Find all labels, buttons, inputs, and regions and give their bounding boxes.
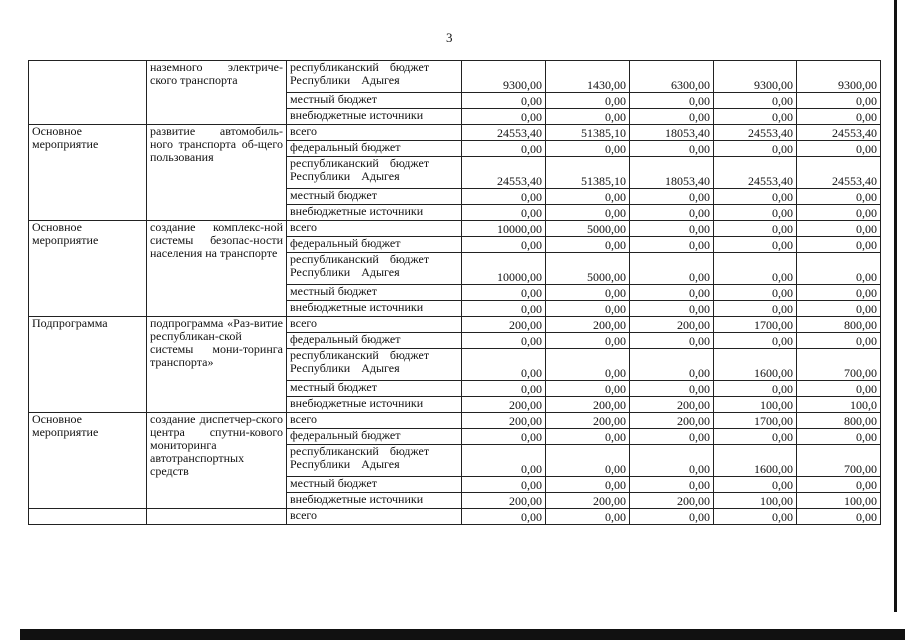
amount-cell: 0,00: [630, 253, 714, 285]
amount-cell: 1600,00: [714, 445, 797, 477]
funding-source-cell: всего: [287, 413, 462, 429]
activity-type-cell: [29, 509, 147, 525]
amount-cell: 0,00: [797, 221, 881, 237]
amount-cell: 100,00: [714, 493, 797, 509]
amount-cell: 9300,00: [797, 61, 881, 93]
amount-cell: 0,00: [797, 93, 881, 109]
amount-cell: 0,00: [797, 333, 881, 349]
funding-source-cell: федеральный бюджет: [287, 237, 462, 253]
amount-cell: 0,00: [546, 333, 630, 349]
amount-cell: 24553,40: [714, 125, 797, 141]
amount-cell: 0,00: [797, 205, 881, 221]
amount-cell: 200,00: [546, 397, 630, 413]
amount-cell: 0,00: [462, 301, 546, 317]
amount-cell: 1700,00: [714, 317, 797, 333]
activity-type-cell: Основное мероприятие: [29, 125, 147, 221]
amount-cell: 0,00: [714, 381, 797, 397]
amount-cell: 0,00: [797, 141, 881, 157]
amount-cell: 0,00: [462, 109, 546, 125]
amount-cell: 1430,00: [546, 61, 630, 93]
budget-table: [28, 60, 881, 525]
amount-cell: 0,00: [462, 477, 546, 493]
amount-cell: 0,00: [546, 237, 630, 253]
amount-cell: 200,00: [462, 493, 546, 509]
amount-cell: 0,00: [714, 509, 797, 525]
amount-cell: 0,00: [630, 381, 714, 397]
amount-cell: 10000,00: [462, 253, 546, 285]
amount-cell: 200,00: [546, 413, 630, 429]
funding-source-cell: всего: [287, 509, 462, 525]
funding-source-cell: республиканский бюджет Республики Адыгея: [287, 349, 462, 381]
amount-cell: 0,00: [630, 141, 714, 157]
activity-type-cell: Основное мероприятие: [29, 221, 147, 317]
amount-cell: 24553,40: [797, 125, 881, 141]
activity-type-cell: [29, 61, 147, 125]
amount-cell: 0,00: [630, 301, 714, 317]
funding-source-cell: местный бюджет: [287, 189, 462, 205]
amount-cell: 9300,00: [714, 61, 797, 93]
amount-cell: 0,00: [630, 93, 714, 109]
funding-source-cell: республиканский бюджет Республики Адыгея: [287, 253, 462, 285]
amount-cell: 200,00: [630, 317, 714, 333]
amount-cell: 6300,00: [630, 61, 714, 93]
activity-description-cell: создание диспетчер-ского центра спутни-кового мониторинга автотранспортных средств: [147, 413, 287, 509]
amount-cell: 0,00: [630, 189, 714, 205]
amount-cell: 0,00: [714, 221, 797, 237]
funding-source-cell: республиканский бюджет Республики Адыгея: [287, 61, 462, 93]
amount-cell: 0,00: [462, 189, 546, 205]
amount-cell: 0,00: [630, 477, 714, 493]
amount-cell: 0,00: [630, 205, 714, 221]
amount-cell: 0,00: [462, 237, 546, 253]
amount-cell: 1700,00: [714, 413, 797, 429]
table-row: [29, 509, 881, 525]
amount-cell: 24553,40: [714, 157, 797, 189]
scan-edge-bottom: [20, 629, 905, 640]
amount-cell: 0,00: [714, 333, 797, 349]
amount-cell: 200,00: [546, 317, 630, 333]
amount-cell: 0,00: [462, 205, 546, 221]
funding-source-cell: всего: [287, 221, 462, 237]
funding-source-cell: местный бюджет: [287, 381, 462, 397]
amount-cell: 18053,40: [630, 125, 714, 141]
amount-cell: 0,00: [462, 509, 546, 525]
funding-source-cell: внебюджетные источники: [287, 109, 462, 125]
amount-cell: 0,00: [714, 237, 797, 253]
activity-description-cell: наземного электриче-ского транспорта: [147, 61, 287, 125]
amount-cell: 800,00: [797, 413, 881, 429]
amount-cell: 0,00: [630, 109, 714, 125]
amount-cell: 0,00: [714, 285, 797, 301]
amount-cell: 0,00: [797, 509, 881, 525]
amount-cell: 700,00: [797, 349, 881, 381]
funding-source-cell: федеральный бюджет: [287, 141, 462, 157]
amount-cell: 0,00: [797, 189, 881, 205]
amount-cell: 0,00: [630, 285, 714, 301]
amount-cell: 0,00: [797, 477, 881, 493]
amount-cell: 24553,40: [462, 125, 546, 141]
amount-cell: 0,00: [797, 285, 881, 301]
amount-cell: 0,00: [714, 93, 797, 109]
amount-cell: 0,00: [546, 509, 630, 525]
amount-cell: 51385,10: [546, 157, 630, 189]
amount-cell: 0,00: [714, 477, 797, 493]
funding-source-cell: местный бюджет: [287, 285, 462, 301]
amount-cell: 0,00: [462, 93, 546, 109]
funding-source-cell: всего: [287, 317, 462, 333]
amount-cell: 200,00: [546, 493, 630, 509]
amount-cell: 0,00: [546, 205, 630, 221]
amount-cell: 200,00: [630, 493, 714, 509]
amount-cell: 0,00: [546, 381, 630, 397]
amount-cell: 10000,00: [462, 221, 546, 237]
amount-cell: 0,00: [797, 381, 881, 397]
amount-cell: 200,00: [462, 317, 546, 333]
amount-cell: 0,00: [630, 221, 714, 237]
amount-cell: 0,00: [546, 93, 630, 109]
amount-cell: 0,00: [546, 141, 630, 157]
amount-cell: 0,00: [630, 349, 714, 381]
funding-source-cell: республиканский бюджет Республики Адыгея: [287, 445, 462, 477]
amount-cell: 100,00: [714, 397, 797, 413]
amount-cell: 5000,00: [546, 253, 630, 285]
amount-cell: 9300,00: [462, 61, 546, 93]
funding-source-cell: внебюджетные источники: [287, 205, 462, 221]
amount-cell: 0,00: [714, 253, 797, 285]
funding-source-cell: местный бюджет: [287, 477, 462, 493]
scan-edge-right: [894, 0, 897, 612]
table-row: [29, 61, 881, 93]
amount-cell: 1600,00: [714, 349, 797, 381]
table-row: [29, 221, 881, 237]
amount-cell: 0,00: [630, 445, 714, 477]
amount-cell: 0,00: [462, 349, 546, 381]
amount-cell: 800,00: [797, 317, 881, 333]
amount-cell: 100,00: [797, 493, 881, 509]
amount-cell: 0,00: [714, 429, 797, 445]
amount-cell: 0,00: [546, 445, 630, 477]
activity-description-cell: создание комплекс-ной системы безопас-ности населения на транспорте: [147, 221, 287, 317]
amount-cell: 0,00: [462, 429, 546, 445]
amount-cell: 100,0: [797, 397, 881, 413]
amount-cell: 0,00: [630, 237, 714, 253]
amount-cell: 0,00: [714, 189, 797, 205]
amount-cell: 0,00: [714, 109, 797, 125]
amount-cell: 0,00: [462, 285, 546, 301]
amount-cell: 0,00: [630, 509, 714, 525]
funding-source-cell: федеральный бюджет: [287, 333, 462, 349]
amount-cell: 200,00: [630, 397, 714, 413]
activity-description-cell: подпрограмма «Раз-витие республикан-ской системы мони-торинга транспорта»: [147, 317, 287, 413]
amount-cell: 24553,40: [462, 157, 546, 189]
amount-cell: 0,00: [546, 189, 630, 205]
amount-cell: 0,00: [462, 381, 546, 397]
amount-cell: 0,00: [546, 285, 630, 301]
amount-cell: 0,00: [714, 141, 797, 157]
funding-source-cell: внебюджетные источники: [287, 397, 462, 413]
amount-cell: 18053,40: [630, 157, 714, 189]
amount-cell: 0,00: [797, 237, 881, 253]
amount-cell: 0,00: [546, 109, 630, 125]
table-row: [29, 317, 881, 333]
amount-cell: 51385,10: [546, 125, 630, 141]
amount-cell: 0,00: [797, 253, 881, 285]
amount-cell: 0,00: [462, 333, 546, 349]
activity-description-cell: развитие автомобиль-ного транспорта об-щего пользования: [147, 125, 287, 221]
activity-description-cell: [147, 509, 287, 525]
amount-cell: 0,00: [546, 301, 630, 317]
amount-cell: 0,00: [546, 429, 630, 445]
funding-source-cell: федеральный бюджет: [287, 429, 462, 445]
amount-cell: 0,00: [714, 301, 797, 317]
amount-cell: 200,00: [462, 397, 546, 413]
page-number: 3: [446, 30, 453, 45]
activity-type-cell: Подпрограмма: [29, 317, 147, 413]
funding-source-cell: всего: [287, 125, 462, 141]
amount-cell: 0,00: [546, 349, 630, 381]
amount-cell: 0,00: [546, 477, 630, 493]
amount-cell: 0,00: [462, 141, 546, 157]
funding-source-cell: местный бюджет: [287, 93, 462, 109]
amount-cell: 24553,40: [797, 157, 881, 189]
amount-cell: 0,00: [797, 301, 881, 317]
amount-cell: 200,00: [462, 413, 546, 429]
funding-source-cell: внебюджетные источники: [287, 301, 462, 317]
amount-cell: 200,00: [630, 413, 714, 429]
funding-source-cell: республиканский бюджет Республики Адыгея: [287, 157, 462, 189]
funding-source-cell: внебюджетные источники: [287, 493, 462, 509]
table-row: [29, 125, 881, 141]
amount-cell: 0,00: [797, 109, 881, 125]
amount-cell: 0,00: [630, 429, 714, 445]
amount-cell: 700,00: [797, 445, 881, 477]
activity-type-cell: Основное мероприятие: [29, 413, 147, 509]
table-row: [29, 413, 881, 429]
amount-cell: 0,00: [462, 445, 546, 477]
amount-cell: 5000,00: [546, 221, 630, 237]
amount-cell: 0,00: [630, 333, 714, 349]
amount-cell: 0,00: [797, 429, 881, 445]
amount-cell: 0,00: [714, 205, 797, 221]
